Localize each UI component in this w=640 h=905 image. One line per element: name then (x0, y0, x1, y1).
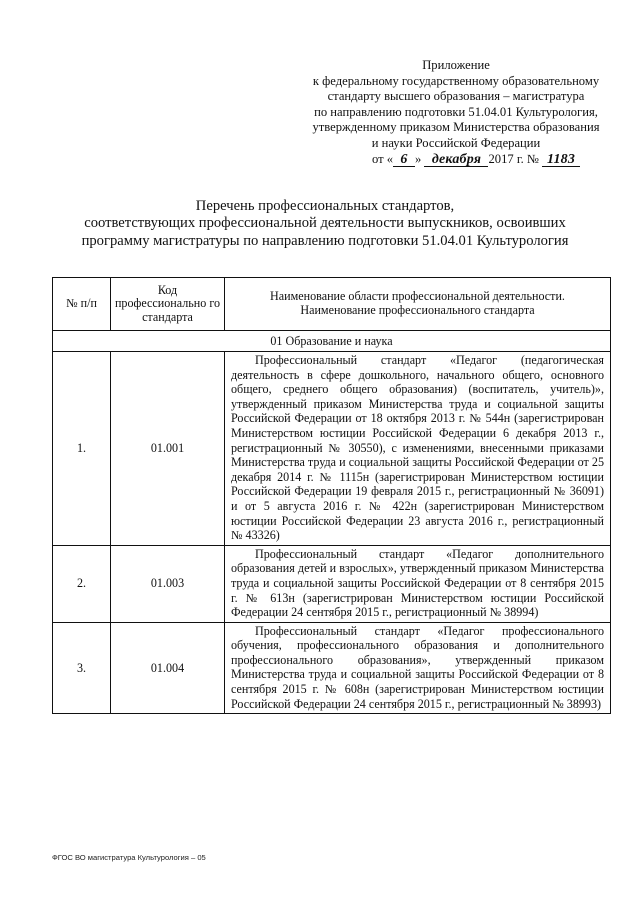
handwritten-month: декабря (424, 153, 488, 167)
title-line: соответствующих профессиональной деятельности выпускников, освоивших (84, 215, 566, 232)
date-year: 2017 г. № (488, 151, 539, 166)
appendix-line: и науки Российской Федерации (371, 135, 541, 150)
handwritten-order-number: 1183 (542, 153, 580, 167)
appendix-title: Приложение (422, 58, 490, 72)
section-row (53, 331, 611, 352)
header-code: Код профессионально го стандарта (111, 278, 225, 331)
header-name (225, 278, 611, 331)
row-description-text: Профессиональный стандарт «Педагог дополнительного образования детей и взрослых», утвержденный приказом Министерства труда и социальной защиты Российской Федерации от 8 сентября 2015 г. № 613н (зарегистрирован Министерством юстиции Российской Федерации 24 сентября 2015 г., регистрационный № 38994) (231, 546, 604, 620)
appendix-line: к федеральному государственному образовательному (312, 73, 600, 88)
header-name-line2: Наименование профессионального стандарта (300, 303, 535, 317)
row-number: 2. (53, 545, 111, 622)
table-header-row (53, 278, 611, 331)
row-number: 3. (53, 622, 111, 714)
row-code: 01.004 (111, 622, 225, 714)
appendix-block (290, 58, 622, 167)
section-title: 01 Образование и наука (53, 331, 611, 352)
row-code: 01.001 (111, 352, 225, 546)
appendix-line: утвержденному приказом Министерства образования (312, 120, 600, 135)
page-footer: ФГОС ВО магистратура Культурология – 05 (52, 853, 206, 862)
row-description-text: Профессиональный стандарт «Педагог (педагогическая деятельность в сфере дошкольного, начального общего, основного общего, среднего общего образования) (воспитатель, учитель)», утвержденный приказом Министерства труда и социальной защиты Российской Федерации от 18 октября 2013 г. № 544н (зарегистрирован Министерством юстиции Российской Федерации 6 декабря 2013 г., регистрационный № 30550), с изменениями, внесенными приказами Министерства труда и социальной защиты Российской Федерации от 25 декабря 2014 г. № 1115н (зарегистрирован Министерством юстиции Российской Федерации 19 февраля 2015 г., регистрационный № 36091) и от 5 августа 2016 г. № 422н (зарегистрирован Министерством юстиции Российской Федерации 23 августа 2016 г., регистрационный № 43326) (231, 353, 604, 543)
order-date-line (290, 152, 622, 168)
table-row (53, 352, 611, 546)
appendix-line: по направлению подготовки 51.04.01 Культурология, (314, 104, 598, 119)
appendix-line: стандарту высшего образования – магистратура (327, 89, 585, 104)
table-row (53, 622, 611, 714)
row-description (225, 545, 611, 622)
title-line: программу магистратуры по направлению подготовки 51.04.01 Культурология (81, 232, 569, 249)
handwritten-day: 6 (393, 153, 415, 167)
document-title (40, 198, 610, 250)
date-prefix: от « (371, 151, 394, 166)
row-description (225, 352, 611, 546)
standards-table (52, 277, 611, 714)
row-number: 1. (53, 352, 111, 546)
table-row (53, 545, 611, 622)
header-num: № п/п (53, 278, 111, 331)
row-description-text: Профессиональный стандарт «Педагог профессионального обучения, профессионального образования и дополнительного профессионального образования», утвержденный приказом Министерства труда и социальной защиты Российской Федерации от 8 сентября 2015 г. № 608н (зарегистрирован Министерством юстиции Российской Федерации 24 сентября 2015 г., регистрационный № 38993) (231, 623, 604, 711)
date-mid: » (415, 151, 422, 166)
title-line: Перечень профессиональных стандартов, (195, 198, 455, 214)
row-code: 01.003 (111, 545, 225, 622)
header-name-line1: Наименование области профессиональной деятельности. (270, 289, 565, 304)
row-description (225, 622, 611, 714)
